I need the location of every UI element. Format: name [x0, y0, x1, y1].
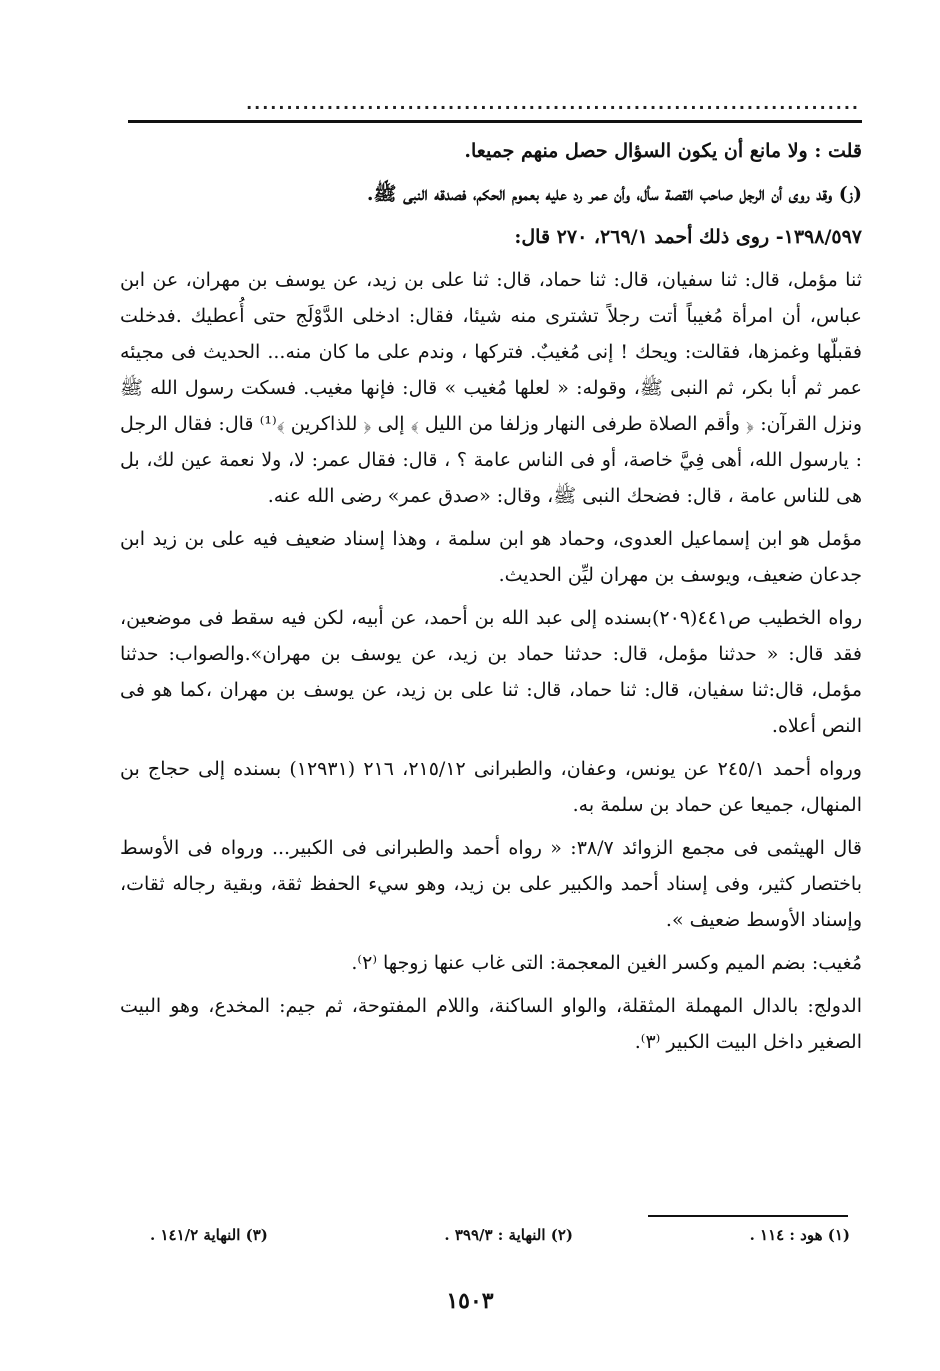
footnotes — [150, 1226, 850, 1244]
haythami-quote: قال الهيثمى فى مجمع الزوائد ٣٨/٧: « رواه أحمد والطبرانى فى الكبير... ورواه فى الأوسط باختصار كثير، وفى إسناد أحمد والكبير على بن زيد، وهو سيء الحفظ ثقة، وبقية رجاله ثقات، وإسناد الأوسط ضعيف ». — [120, 837, 862, 931]
header-dotted-line: ............................................................................ — [246, 94, 860, 113]
footnote-3: (٣) النهاية ١٤١/٢ . — [150, 1226, 268, 1244]
footnote-1: (١) هود : ١١٤ . — [749, 1226, 850, 1244]
khatib-narration: رواه الخطيب ص٤٤١(٢٠٩)بسنده إلى عبد الله بن أحمد، عن أبيه، لكن فيه سقط فى موضعين، فقد قال: « حدثنا مؤمل، قال: حدثنا حماد بن زيد، عن يوسف بن مهران».والصواب: حدثنا مؤمل، قال:ثنا سفيان، قال: ثنا حماد، قال: ثنا على بن زيد، عن يوسف بن مهران ،كما هو فى النص أعلاه. — [120, 607, 862, 737]
page-number: ١٥٠٣ — [446, 1288, 494, 1314]
isnad-comment: مؤمل هو ابن إسماعيل العدوى، وحماد هو ابن سلمة ، وهذا إسناد ضعيف فيه على بن زيد ابن جدعان ضعيف، ويوسف بن مهران ليِّن الحديث. — [120, 528, 862, 586]
paragraph-note: قلت : ولا مانع أن يكون السؤال حصل منهم جميعا. — [464, 140, 862, 162]
paragraph-z: (ز) وقد روى أن الرجل صاحب القصة سأل، وأن عمر رد عليه بعموم الحكم، فصدقه النبى ﷺ. — [366, 183, 862, 205]
hadith-text: ثنا مؤمل، قال: ثنا سفيان، قال: ثنا حماد، قال: ثنا على بن زيد، عن يوسف بن مهران، عن ابن عباس، أن امرأة مُغيباً أتت رجلاً تشترى منه شيئا، فقال: ادخلى الدَّوْلَج حتى أُعطيك .فدخلت فقبلّها وغمزها، فقالت: ويحك ! إنى مُغيبٌ. فتركها ، وندم على ما كان منه... الحديث فى مجيئه عمر ثم أبا بكر، ثم النبى ﷺ، وقوله: « لعلها مُغيب » قال: فإنها مغيب. فسكت رسول الله ﷺ ونزل القرآن: ﴿ وأقم الصلاة طرفى النهار وزلفا من الليل ﴾ إلى ﴿ للذاكرين ﴾⁽¹⁾ قال: فقال الرجل : يارسول الله، أهى فِيَّ خاصة، أو فى الناس عامة ؟ ، قال: فقال عمر: لا، ولا نعمة عين لك، بل هى للناس عامة ، قال: فضحك النبى ﷺ، وقال: «صدق عمر» رضى الله عنه. — [120, 269, 862, 507]
ahmad-narration: ورواه أحمد ٢٤٥/١ عن يونس، وعفان، والطبرانى ٢١٥/١٢، ٢١٦ (١٢٩٣١) بسنده إلى حجاج بن المنهال، جميعا عن حماد بن سلمة به. — [120, 758, 862, 816]
footnote-rule — [648, 1215, 848, 1217]
footnote-2: (٢) النهاية : ٣٩٩/٣ . — [444, 1226, 574, 1244]
dawlaj-definition: الدولج: بالدال المهملة المثقلة، والواو الساكنة، واللام المفتوحة، ثم جيم: المخدع، وهو البيت الصغير داخل البيت الكبير ⁽٣⁾. — [120, 995, 862, 1053]
mughib-definition: مُغيب: بضم الميم وكسر الغين المعجمة: التى غاب عنها زوجها ⁽٢⁾. — [351, 952, 862, 974]
hadith-heading: ١٣٩٨/٥٩٧- روى ذلك أحمد ٢٦٩/١، ٢٧٠ قال: — [514, 226, 862, 248]
header-rule — [128, 120, 862, 123]
page-body — [120, 133, 862, 1067]
